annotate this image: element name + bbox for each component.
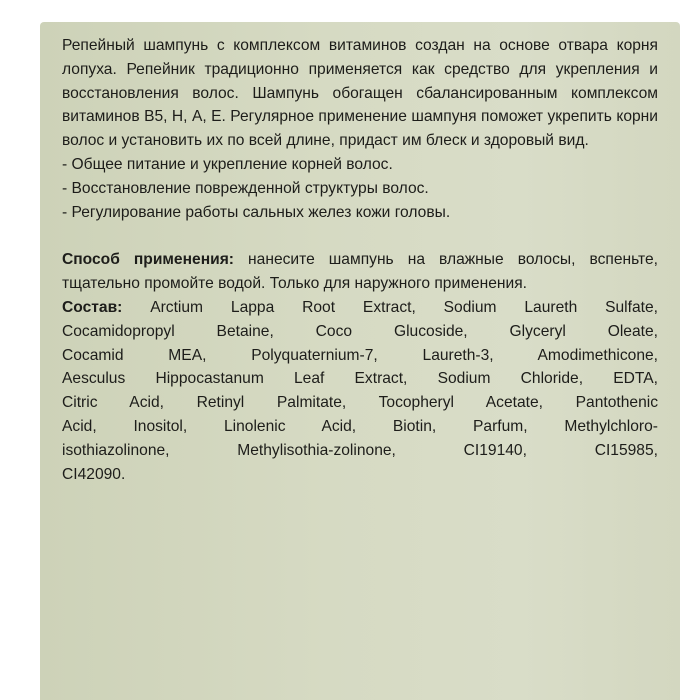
- composition-label: Состав:: [62, 298, 123, 316]
- usage-label: Способ применения:: [62, 251, 234, 269]
- usage-text: нанесите шампунь на влажные волосы, вспеньте, тщательно промойте водой. Только для наружного применения.: [62, 251, 658, 293]
- benefit-bullet-2: - Восстановление поврежденной структуры волос.: [62, 179, 429, 197]
- description-paragraph: Репейный шампунь с комплексом витаминов создан на основе отвара корня лопуха. Репейник традиционно применяется как средство для укрепления и восстановления волос. Шампунь обогащен сбалансированным комплексом витаминов В5, Н, А, Е. Регулярное применение шампуня поможет укрепить корни волос и установить их по всей длине, придаст им блеск и здоровый вид.: [62, 37, 658, 150]
- product-label-panel: [40, 22, 680, 700]
- composition-line-7: isothiazolinone, Methylisothia-zolinone, CI19140, CI15985,: [62, 441, 658, 459]
- composition-line-1: [62, 296, 658, 320]
- composition-line-2: Cocamidopropyl Betaine, Coco Glucoside, Glyceryl Oleate,: [62, 322, 658, 340]
- benefit-bullet-1: - Общее питание и укрепление корней волос.: [62, 155, 393, 173]
- usage-section: [62, 248, 658, 296]
- composition-line-3: Cocamid MEA, Polyquaternium-7, Laureth-3, Amodimethicone,: [62, 346, 658, 364]
- composition-line-5: Citric Acid, Retinyl Palmitate, Tocopheryl Acetate, Pantothenic: [62, 394, 658, 412]
- composition-line-6: Acid, Inositol, Linolenic Acid, Biotin, Parfum, Methylchloro-: [62, 417, 658, 435]
- section-spacer: [62, 224, 658, 248]
- label-text-block: [62, 34, 658, 486]
- composition-line-4: Aesculus Hippocastanum Leaf Extract, Sodium Chloride, EDTA,: [62, 370, 658, 388]
- benefit-bullet-3: - Регулирование работы сальных желез кожи головы.: [62, 203, 451, 221]
- composition-line-8: CI42090.: [62, 465, 126, 483]
- composition-text-1: Arctium Lappa Root Extract, Sodium Laureth Sulfate,: [122, 298, 658, 316]
